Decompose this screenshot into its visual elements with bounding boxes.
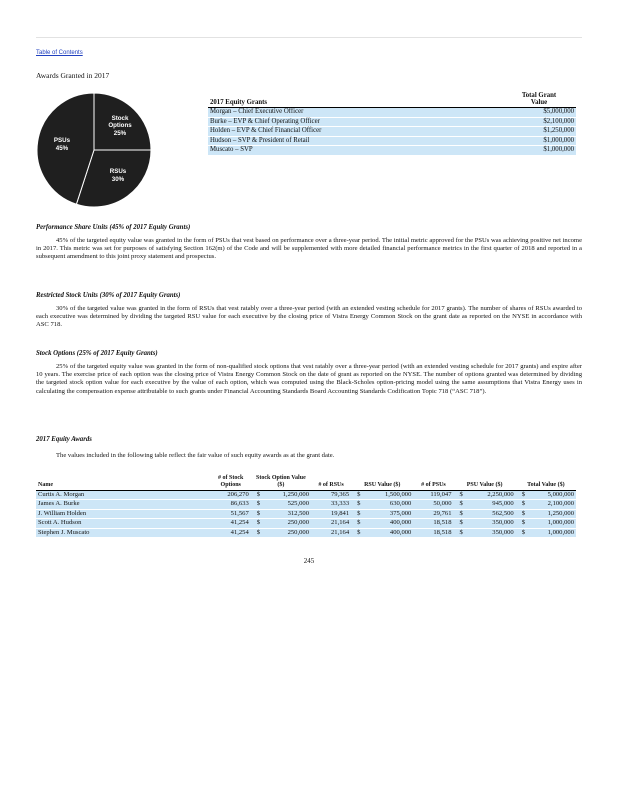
cell-name: Stephen J. Muscato xyxy=(36,528,211,538)
table-row xyxy=(36,509,576,519)
cell-psus: 29,761 xyxy=(413,509,453,519)
table-row: Hudson – SVP & President of Retail $1,000,000 xyxy=(210,136,574,144)
col-psus: # of PSUs xyxy=(421,481,446,488)
cell-value: 2,100,000 xyxy=(547,500,574,508)
table-row xyxy=(36,500,576,510)
cell-value: 312,500 xyxy=(287,509,309,517)
cell-value: 1,000,000 xyxy=(547,519,574,527)
rsu-paragraph: 30% of the targeted value was granted in the form of RSUs that vest ratably over a three-year period (with an extended vesting schedule for 2017 grants). The number of shares of RSUs awarded to each executive was determined by dividing the targeted RSU value for each executive by the closing price of Vistra Energy Common Stock on the grant date as reported on the NYSE in accordance with ASC 718. xyxy=(36,305,582,329)
cell-psus: 119,047 xyxy=(413,490,453,500)
cell-value: 1,250,000 xyxy=(282,490,309,498)
col-option-value: Stock Option Value ($) xyxy=(256,475,306,488)
cell-total xyxy=(516,490,576,500)
cell-opt_val xyxy=(251,500,311,510)
col-rsus: # of RSUs xyxy=(318,481,344,488)
currency-symbol: $ xyxy=(459,519,463,527)
cell-rsus: 21,164 xyxy=(311,528,351,538)
pie-label-options-2: Options xyxy=(108,122,132,129)
table-of-contents-link[interactable]: Table of Contents xyxy=(36,50,83,56)
table-row xyxy=(36,519,576,529)
cell-opts: 41,254 xyxy=(211,519,251,529)
currency-symbol: $ xyxy=(521,519,526,527)
currency-symbol: $ xyxy=(521,528,526,536)
pie-label-options-1: Stock xyxy=(111,115,129,122)
cell-name: J. William Holden xyxy=(36,509,211,519)
cell-opt_val xyxy=(251,490,311,500)
cell-value: 1,000,000 xyxy=(547,528,574,536)
currency-symbol: $ xyxy=(459,509,463,517)
psu-heading: Performance Share Units (45% of 2017 Equity Grants) xyxy=(36,224,191,231)
table-row: Holden – EVP & Chief Financial Officer $1,250,000 xyxy=(210,127,574,134)
cell-total xyxy=(516,519,576,529)
col-total-value: Total Value ($) xyxy=(527,481,565,488)
rsu-heading: Restricted Stock Units (30% of 2017 Equity Grants) xyxy=(36,292,181,299)
cell-psus: 18,518 xyxy=(413,519,453,529)
equity-mix-pie-chart xyxy=(36,92,152,208)
cell-opt_val xyxy=(251,509,311,519)
currency-symbol: $ xyxy=(357,490,361,498)
equity-grants-table xyxy=(208,92,576,156)
cell-value: 350,000 xyxy=(492,519,514,527)
currency-symbol: $ xyxy=(256,500,261,508)
currency-symbol: $ xyxy=(357,519,361,527)
cell-value: 630,000 xyxy=(389,500,412,508)
psu-paragraph: 45% of the targeted equity value was granted in the form of PSUs that vest based on performance over a three-year period. The initial metric approved for the PSUs was achieving positive net income in 2017. This metric was set for purposes of satisfying Section 162(m) of the Code and will be supplemented with more detailed financial performance metrics in the first quarter of 2018 and reported in a subsequent amendment to this joint proxy statement and prospectus. xyxy=(36,237,582,261)
currency-symbol: $ xyxy=(256,519,261,527)
currency-symbol: $ xyxy=(256,528,261,536)
options-paragraph: 25% of the targeted equity value was granted in the form of non-qualified stock options that vest ratably over a three-year period (with an extended vesting schedule for 2017 grants) and expire after 10 years. The exercise price of each option was the closing price of Vistra Energy Common Stock on the date of grant as reported on the NYSE. The number of options granted was determined by dividing the targeted stock option value for each executive by the value of each option, which was computed using the Black-Scholes option-pricing model using the same assumptions that Vistra Energy uses in calculating the compensation expense attributable to such grants under Financial Accounting Standards Board Accounting Standards Codification Topic 718 (“ASC 718”). xyxy=(36,363,582,395)
table-row xyxy=(36,490,576,500)
cell-total xyxy=(516,500,576,510)
header-rule xyxy=(36,37,582,38)
currency-symbol: $ xyxy=(256,509,261,517)
grants-header-right: Total Grant Value xyxy=(502,92,576,108)
awards-intro: The values included in the following table reflect the fair value of such equity awards as at the grant date. xyxy=(56,452,335,459)
cell-value: 375,000 xyxy=(389,509,412,517)
cell-opt_val xyxy=(251,519,311,529)
currency-symbol: $ xyxy=(459,500,463,508)
awards-heading: 2017 Equity Awards xyxy=(36,436,92,443)
col-name: Name xyxy=(38,481,53,488)
cell-psu_val xyxy=(454,500,516,510)
pie-label-rsus: RSUs xyxy=(109,168,127,175)
cell-value: 400,000 xyxy=(389,519,412,527)
pie-label-psus: PSUs xyxy=(53,137,71,144)
cell-rsu_val xyxy=(351,490,413,500)
col-rsu-value: RSU Value ($) xyxy=(364,481,401,488)
cell-name: Scott A. Hudson xyxy=(36,519,211,529)
cell-opts: 41,254 xyxy=(211,528,251,538)
cell-value: 1,250,000 xyxy=(547,509,574,517)
options-heading: Stock Options (25% of 2017 Equity Grants) xyxy=(36,350,158,357)
cell-total xyxy=(516,528,576,538)
col-stock-options: # of Stock Options xyxy=(218,475,244,488)
currency-symbol: $ xyxy=(357,509,361,517)
table-row: Morgan – Chief Executive Officer $5,000,000 xyxy=(210,108,574,115)
equity-awards-table xyxy=(36,475,576,538)
cell-rsus: 19,841 xyxy=(311,509,351,519)
cell-value: 5,000,000 xyxy=(547,490,574,498)
cell-rsu_val xyxy=(351,519,413,529)
cell-rsu_val xyxy=(351,528,413,538)
pie-label-rsus-pct: 30% xyxy=(111,176,125,183)
section-title: Awards Granted in 2017 xyxy=(36,71,110,80)
pie-label-psus-pct: 45% xyxy=(55,145,69,152)
cell-opts: 86,633 xyxy=(211,500,251,510)
cell-rsus: 79,365 xyxy=(311,490,351,500)
page-number: 245 xyxy=(303,557,315,565)
currency-symbol: $ xyxy=(521,490,526,498)
cell-rsus: 33,333 xyxy=(311,500,351,510)
cell-psu_val xyxy=(454,490,516,500)
cell-opt_val xyxy=(251,528,311,538)
cell-psu_val xyxy=(454,519,516,529)
cell-rsu_val xyxy=(351,500,413,510)
pie-label-options-pct: 25% xyxy=(113,130,127,137)
table-row: Burke – EVP & Chief Operating Officer $2,100,000 xyxy=(210,117,574,125)
currency-symbol: $ xyxy=(459,528,463,536)
cell-opts: 51,567 xyxy=(211,509,251,519)
cell-psu_val xyxy=(454,509,516,519)
currency-symbol: $ xyxy=(357,528,361,536)
grants-header-left: 2017 Equity Grants xyxy=(208,92,502,108)
currency-symbol: $ xyxy=(521,500,526,508)
cell-rsu_val xyxy=(351,509,413,519)
cell-value: 1,500,000 xyxy=(384,490,412,498)
cell-name: James A. Burke xyxy=(36,500,211,510)
cell-psus: 18,518 xyxy=(413,528,453,538)
cell-value: 945,000 xyxy=(492,500,514,508)
currency-symbol: $ xyxy=(459,490,463,498)
currency-symbol: $ xyxy=(256,490,261,498)
cell-psu_val xyxy=(454,528,516,538)
cell-value: 2,250,000 xyxy=(487,490,514,498)
currency-symbol: $ xyxy=(357,500,361,508)
cell-psus: 50,000 xyxy=(413,500,453,510)
cell-opts: 206,270 xyxy=(211,490,251,500)
cell-value: 525,000 xyxy=(287,500,309,508)
cell-value: 562,500 xyxy=(492,509,514,517)
cell-value: 250,000 xyxy=(287,519,309,527)
cell-total xyxy=(516,509,576,519)
currency-symbol: $ xyxy=(521,509,526,517)
col-psu-value: PSU Value ($) xyxy=(466,481,503,488)
cell-rsus: 21,164 xyxy=(311,519,351,529)
cell-name: Curtis A. Morgan xyxy=(36,490,211,500)
cell-value: 250,000 xyxy=(287,528,309,536)
table-row xyxy=(36,528,576,538)
table-row: Muscato – SVP $1,000,000 xyxy=(210,146,574,153)
cell-value: 350,000 xyxy=(492,528,514,536)
cell-value: 400,000 xyxy=(389,528,412,536)
